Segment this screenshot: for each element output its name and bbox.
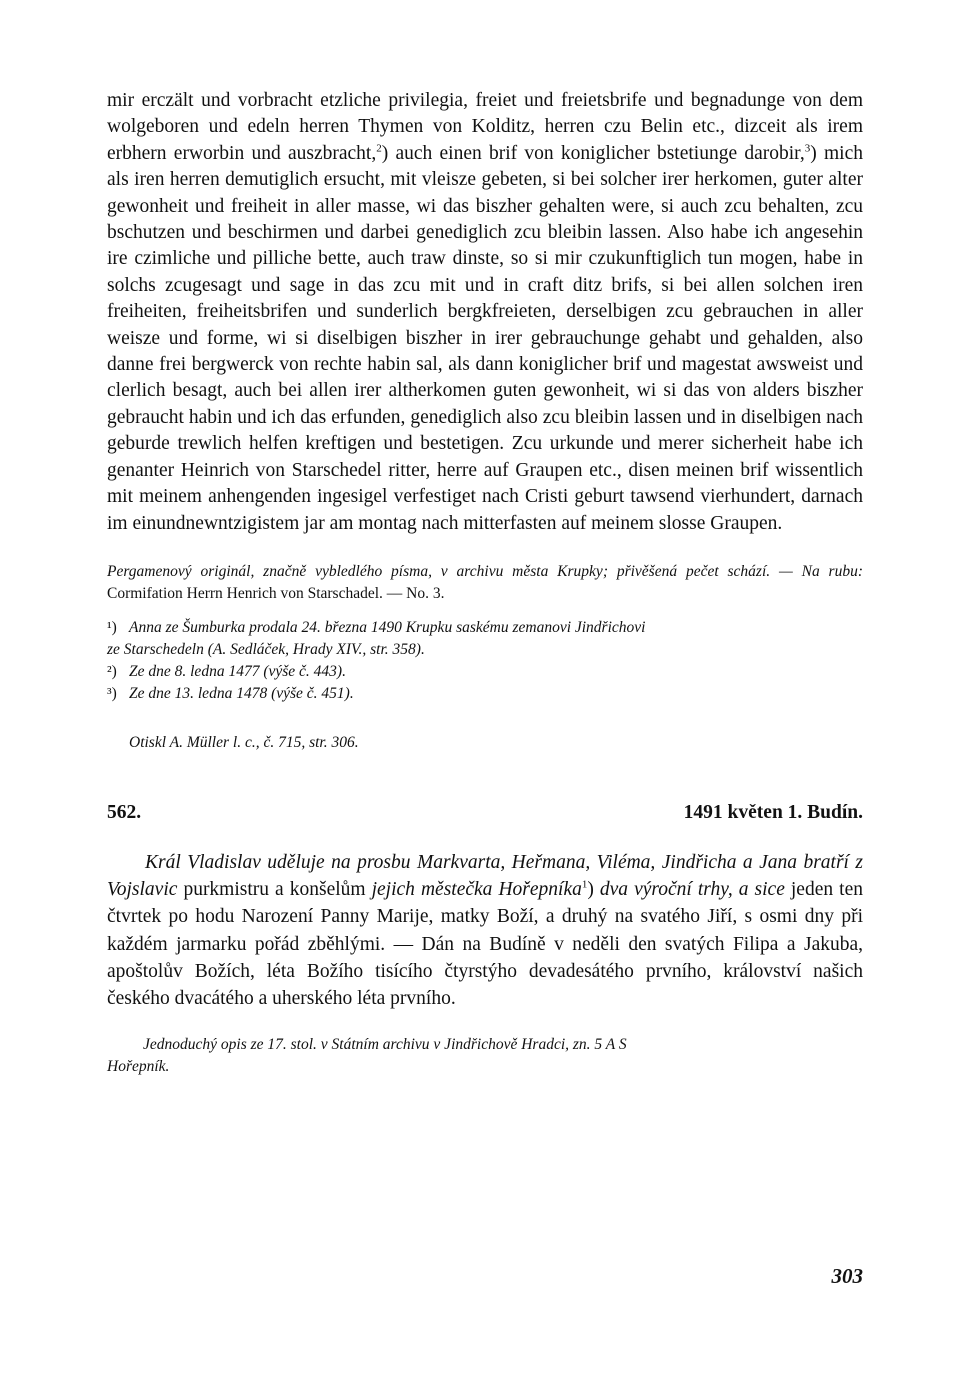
footnote-ref-3: 3: [804, 142, 811, 155]
footnote-ref-1: 1: [581, 878, 588, 891]
regest-upright-1: purkmistru a konšelům: [177, 879, 372, 901]
entry-regest: [107, 849, 863, 1012]
footnote-1: [107, 617, 863, 639]
charter-text-part-1: mir erczält und vorbracht etzliche privilegia, freiet und freietsbrife und begnadunge von dem wolgeboren und edeln herren Thymen von Kolditz, herren czu Belin etc., dizceit als irem erbhern erworbin und auszbracht,: [107, 90, 863, 164]
footnote-text: Ze dne 13. ledna 1478 (výše č. 451).: [129, 684, 354, 702]
regest-italic-3: dva výroční trhy, a sice: [599, 879, 785, 901]
entry-source-line-1: Jednoduchý opis ze 17. stol. v Státním archivu v Jindřichově Hradci, zn. 5 A S: [143, 1036, 627, 1054]
document-page: [107, 88, 863, 1094]
footnote-text: Anna ze Šumburka prodala 24. března 1490 Krupku saskému zemanovi Jindřichovi: [129, 618, 646, 636]
regest-italic-1: Král Vladislav uděluje na prosbu Markvarta, Heřmana, Viléma, Jindřicha a Jana bratří z Vojslavic: [107, 851, 863, 901]
footnote-text: Ze dne 8. ledna 1477 (výše č. 443).: [129, 662, 346, 680]
entry-source-note: [107, 1034, 863, 1078]
charter-text-part-3: ) mich als iren herren demutiglich ersucht, mit vleisze gebeten, si bei solcher irer herkomen, guter alter gewonheit und freiheit in aller masse, wi das biszher gehalten were, si auch zcu behalten, zcu bschutzen und beschirmen und darbei genediglich zcu bleibin lassen. Also habe ich angesehin ire czimliche und pilliche bette, auch traw dinste, so si mir czukunftiglich tun mogen, habe in solchs zcugesagt und sage in das zcu mit und in craft ditz brifs, si bei allen solchen iren freiheiten, freiheitsbrifen und sunderlich bergkfreieten, derselbigen zcu gebrauchen in aller weisze und forme, wi si diselbigen biszher in irer gebrauchunge gehabt und gehalden, also danne frei bergwerck von rechte habin sal, als dann koniglicher brif und magestat awsweist und clerlich besagt, auch bei allen irer altherkomen guten gewonheit, wi si das von alders biszher gebraucht habin und ich das erfunden, genediglich also zcu bleibin lassen und in diselbigen nach geburde trewlich helfen kreftigen und bestetigen. Zcu urkunde und merer sicherheit habe ich genanter Heinrich von Starschedel ritter, herre auf Graupen etc., disen meinen brif wissentlich mit meinem anhengenden ingesigel verfestiget nach Cristi geburt tawsend vierhundert, darnach im einundnewntzigistem jar am montag nach mitterfasten auf meinem slosse Graupen.: [107, 142, 864, 534]
footnote-mark: ¹): [107, 618, 117, 636]
entry-date-place: 1491 květen 1. Budín.: [683, 801, 863, 823]
footnote-ref-2: 2: [376, 142, 382, 155]
footnote-1-continuation: [107, 639, 863, 661]
footnote-mark: ³): [107, 684, 117, 702]
entry-number: 562.: [107, 801, 142, 823]
source-note-1-upright: Cormifation Herrn Henrich von Starschadel. — No. 3.: [107, 584, 445, 602]
entry-heading: [107, 802, 863, 828]
footnote-text: ze Starschedeln (A. Sedláček, Hrady XIV., str. 358).: [107, 640, 425, 658]
source-note-1-italic: Pergamenový originál, značně vybledlého písma, v archivu města Krupky; přivěšená pečet schází. — Na rubu:: [107, 562, 863, 580]
footnote-2: [107, 661, 863, 683]
regest-upright-2: ): [587, 879, 600, 901]
page-number: 303: [831, 1264, 863, 1288]
source-note-1: [107, 561, 863, 605]
regest-italic-2: jejich městečka Hořepníka: [371, 879, 582, 901]
regest-upright-3: jeden ten čtvrtek po hodu Narození Panny Marije, matky Boží, a druhý na svatého Jiří, s osmi dny při každém jarmarku pořád zběhlými. — Dán na Budíně v neděli den svatých Filipa a Jakuba, apoštolův Božích, léta Božího tisícího čtyrstýho devadesátého prvního, království našich českého dvacátého a uherského léta prvního.: [107, 879, 863, 1009]
entry-source-line-2: Hořepník.: [107, 1058, 170, 1076]
charter-text: [107, 88, 863, 537]
footnote-3: [107, 683, 863, 705]
printed-in-note: Otiskl A. Müller l. c., č. 715, str. 306.: [129, 733, 359, 751]
footnote-mark: ²): [107, 662, 117, 680]
footnotes: [107, 617, 863, 705]
charter-text-part-2: ) auch einen brif von koniglicher bstetiunge darobir,: [381, 142, 805, 164]
